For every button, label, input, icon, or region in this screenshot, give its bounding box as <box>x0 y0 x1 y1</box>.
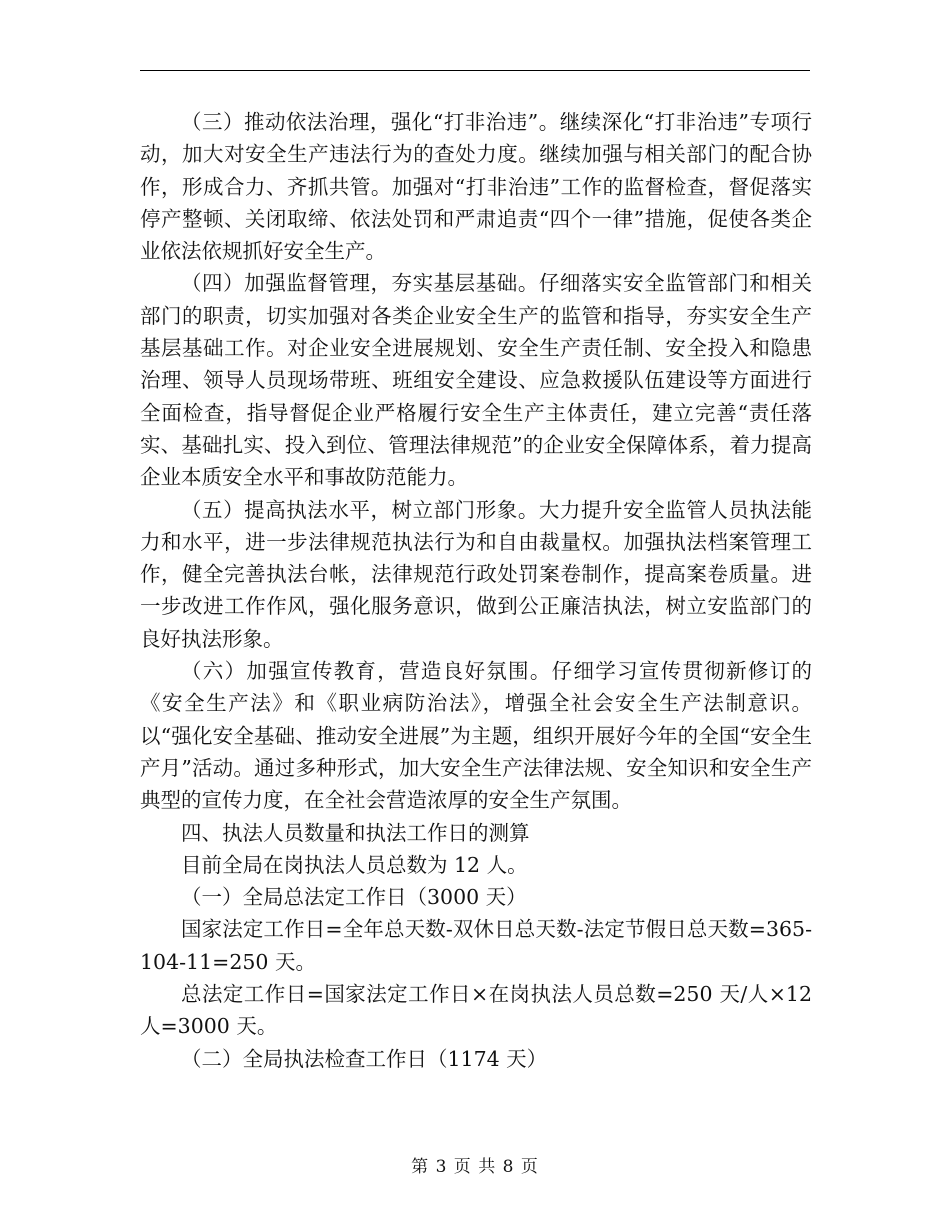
subheading-inspection-days: （二）全局执法检查工作日（1174 天） <box>181 1046 548 1071</box>
subheading-total-days: （一）全局总法定工作日（3000 天） <box>181 885 527 910</box>
paragraph-6: （六）加强宣传教育，营造良好氛围。仔细学习宣传贯彻新修订的《安全生产法》和《职业病防治法》，增强全社会安全生产法制意识。以“强化安全基础、推动安全进展”为主题，组织开展好今年的全国“安全生产月”活动。通过多种形式，加大安全生产法律法规、安全知识和安全生产典型的宣传力度，在全社会营造浓厚的安全生产氛围。 <box>140 659 812 813</box>
paragraph-4: （四）加强监督管理，夯实基层基础。仔细落实安全监管部门和相关部门的职责，切实加强对各类企业安全生产的监管和指导，夯实安全生产基层基础工作。对企业安全进展规划、安全生产责任制、安全投入和隐患治理、领导人员现场带班、班组安全建设、应急救援队伍建设等方面进行全面检查，指导督促企业严格履行安全生产主体责任，建立完善“责任落实、基础扎实、投入到位、管理法律规范”的企业安全保障体系，着力提高企业本质安全水平和事故防范能力。 <box>140 271 812 490</box>
formula-total-days: 总法定工作日=国家法定工作日×在岗执法人员总数=250 天/人×12 人=3000 天。 <box>140 982 812 1039</box>
header-rule <box>140 70 810 71</box>
page-number: 第 3 页 共 8 页 <box>411 1157 539 1177</box>
staff-count: 目前全局在岗执法人员总数为 12 人。 <box>181 852 528 877</box>
section-heading-4: 四、执法人员数量和执法工作日的测算 <box>181 820 530 845</box>
body-text <box>140 106 812 1075</box>
paragraph-3: （三）推动依法治理，强化“打非治违”。继续深化“打非治违”专项行动，加大对安全生产违法行为的查处力度。继续加强与相关部门的配合协作，形成合力、齐抓共管。加强对“打非治违”工作的监督检查，督促落实停产整顿、关闭取缔、依法处罚和严肃追责“四个一律”措施，促使各类企业依法依规抓好安全生产。 <box>140 110 812 264</box>
paragraph-5: （五）提高执法水平，树立部门形象。大力提升安全监管人员执法能力和水平，进一步法律规范执法行为和自由裁量权。加强执法档案管理工作，健全完善执法台帐，法律规范行政处罚案卷制作，提高案卷质量。进一步改进工作作风，强化服务意识，做到公正廉洁执法，树立安监部门的良好执法形象。 <box>140 497 812 651</box>
formula-national-days: 国家法定工作日=全年总天数-双休日总天数-法定节假日总天数=365-104-11=250 天。 <box>140 917 812 974</box>
